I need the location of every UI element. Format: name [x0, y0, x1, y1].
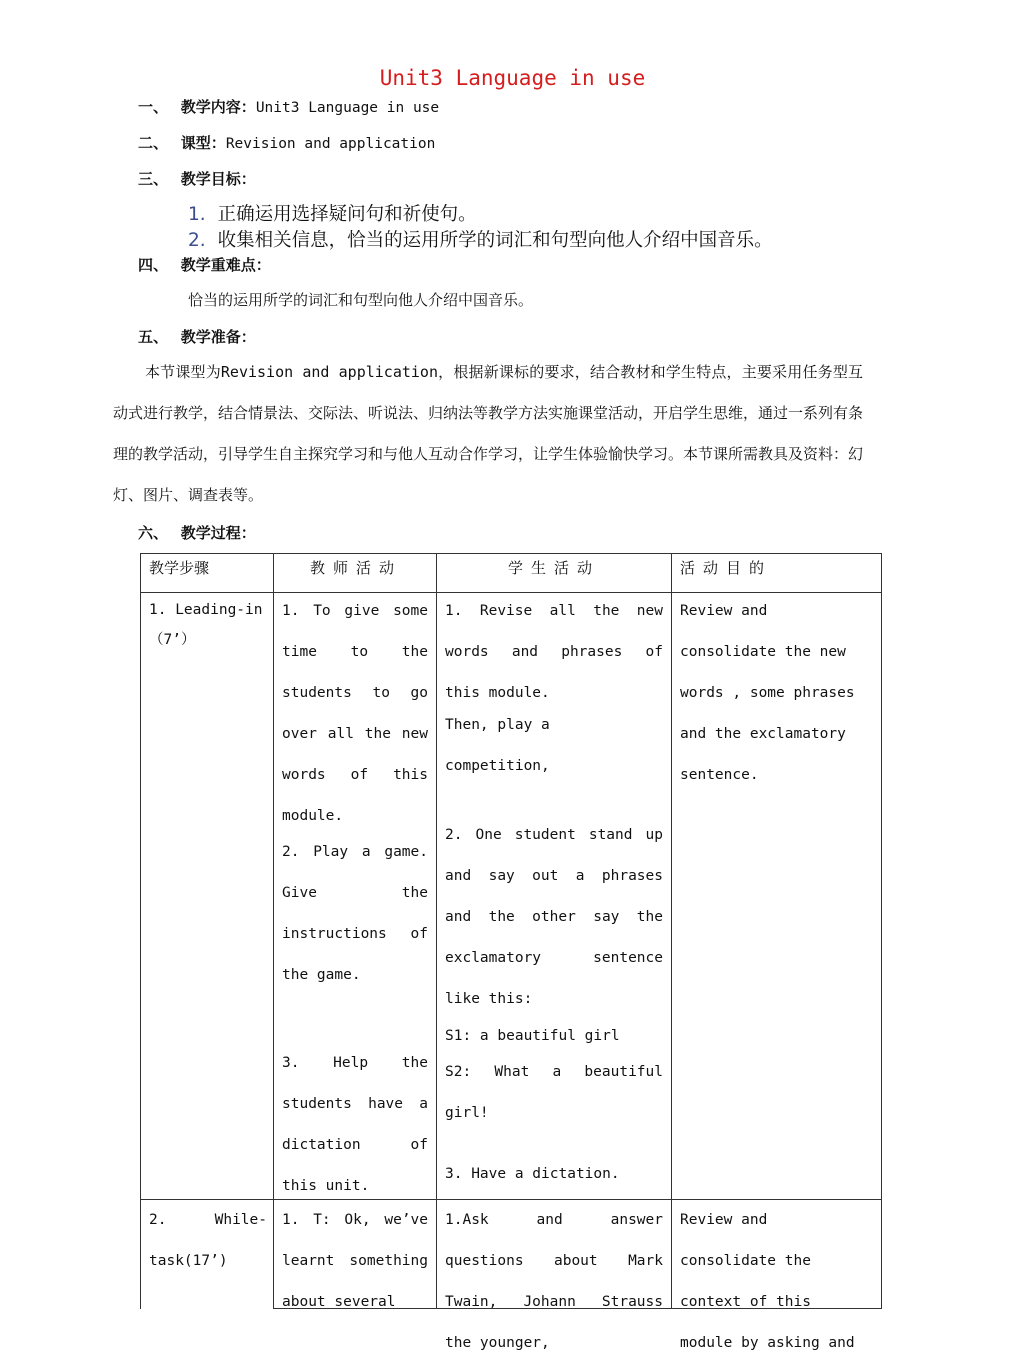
goal-text: 收集相关信息，恰当的运用所学的词汇和句型向他人介绍中国音乐。	[217, 230, 773, 251]
table-border-col1	[273, 553, 274, 1309]
row2-purpose	[680, 1200, 872, 1351]
row2-purpose-text: Review and consolidate the context of this module by asking and	[680, 1212, 855, 1351]
table-border-left	[140, 553, 141, 1309]
section-1-heading: 教学内容：	[180, 98, 256, 116]
goal-text: 正确运用选择疑问句和祈使句。	[217, 204, 477, 225]
section-1	[138, 96, 439, 117]
row2-teacher	[282, 1200, 428, 1310]
row1-student-b: Then, play a competition,	[445, 717, 550, 774]
row1-step	[149, 595, 269, 655]
row2-step-text: 2. While-task(17’)	[149, 1212, 267, 1269]
section-6	[138, 522, 256, 543]
row1-step-time: （7’）	[149, 632, 196, 648]
row1-purpose: Review and consolidate the new words , some phrases and the exclamatory sentence.	[680, 603, 855, 783]
table-header-purpose: 活动目的	[680, 559, 773, 577]
section-5-number: 五、	[138, 328, 169, 346]
row2-step	[149, 1200, 267, 1282]
section-5-heading: 教学准备：	[180, 328, 256, 346]
row1-student-f: 3. Have a dictation.	[445, 1166, 620, 1182]
row1-student-c: 2. One student stand up and say out a phrases and the other say the exclamatory sentence like this:	[445, 827, 663, 1007]
table-header-step: 教学步骤	[149, 559, 210, 577]
row1-teacher	[282, 595, 428, 1194]
section-3	[138, 168, 256, 189]
section-4-heading: 教学重难点：	[180, 256, 271, 274]
section-5-paragraph: 本节课型为Revision and application，根据新课标的要求，结合教材和学生特点，主要采用任务型互动式进行教学，结合情景法、交际法、听说法、归纳法等教学方法实施课堂活动，开启学生思维，通过一系列有条理的教学活动，引导学生自主探究学习和与他人互动合作学习，让学生体验愉快学习。本节课所需教具及资料：幻灯、图片、调查表等。	[113, 363, 864, 504]
table-border-col2	[436, 553, 437, 1309]
row1-student	[445, 591, 663, 1182]
section-6-number: 六、	[138, 524, 169, 542]
goal-item-1	[188, 200, 477, 226]
table-border-right	[881, 553, 882, 1309]
section-3-heading: 教学目标：	[180, 170, 256, 188]
goal-number: 1.	[188, 204, 206, 225]
section-3-number: 三、	[138, 170, 169, 188]
section-1-number: 一、	[138, 98, 169, 116]
table-border-top	[140, 553, 882, 554]
section-2-heading: 课型：	[180, 134, 226, 152]
section-2	[138, 132, 435, 153]
row1-student-d: S1: a beautiful girl	[445, 1028, 620, 1044]
table-header-student: 学生活动	[508, 559, 601, 577]
section-4-number: 四、	[138, 256, 169, 274]
page-title: Unit3 Language in use	[379, 66, 646, 90]
row1-teacher-c: 3. Help the students have a dictation of this unit.	[282, 1055, 428, 1194]
table-border-col3	[671, 553, 672, 1309]
goal-number: 2.	[188, 230, 206, 251]
row1-teacher-b: 2. Play a game. Give the instructions of the game.	[282, 844, 428, 983]
row1-student-a: 1. Revise all the new words and phrases of this module.	[445, 603, 663, 701]
section-6-heading: 教学过程：	[180, 524, 256, 542]
row2-teacher-text: 1. T: Ok, we’ve learnt something about several	[282, 1212, 428, 1310]
section-4	[138, 254, 271, 275]
row2-student	[445, 1200, 663, 1351]
section-1-value: Unit3 Language in use	[255, 100, 440, 116]
row2-student-text: 1.Ask and answer questions about Mark Twain, Johann Strauss the younger,	[445, 1212, 663, 1351]
row1-student-e: S2: What a beautiful girl!	[445, 1064, 663, 1121]
table-header-teacher: 教师活动	[310, 559, 403, 577]
section-5	[138, 326, 256, 347]
row1-step-name: 1. Leading-in	[149, 602, 263, 618]
row1-teacher-a: 1. To give some time to the students to go over all the new words of this module.	[282, 603, 428, 824]
section-2-number: 二、	[138, 134, 169, 152]
section-2-value: Revision and application	[225, 136, 436, 152]
goal-item-2	[188, 226, 773, 252]
section-4-value: 恰当的运用所学的词汇和句型向他人介绍中国音乐。	[188, 291, 534, 309]
